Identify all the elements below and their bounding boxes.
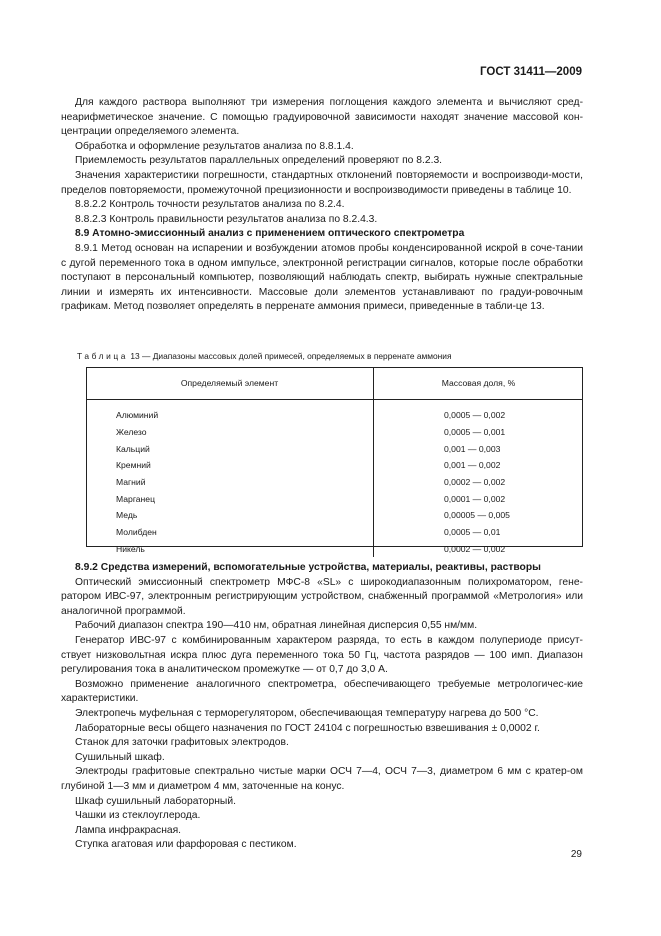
paragraph: Ступка агатовая или фарфоровая с пестиком. xyxy=(75,839,297,851)
fraction-range: 0,00005 — 0,005 xyxy=(444,510,510,521)
table-row xyxy=(86,490,583,507)
paragraph: Значения характеристики погрешности, стандартных отклонений повторяемости и воспроизводи-мости, пределов повторяемости, промежуточной прецизионности и воспроизводимости приведены в таблице 10. xyxy=(61,169,583,196)
element-name: Марганец xyxy=(86,490,374,507)
element-name: Алюминий xyxy=(86,407,374,424)
table-row xyxy=(86,541,583,558)
paragraph: Чашки из стеклоуглерода. xyxy=(75,810,201,822)
table-row xyxy=(86,424,583,441)
paragraph: Возможно применение аналогичного спектрометра, обеспечивающего требуемые метрологичес-кие характеристики. xyxy=(61,678,583,705)
table-header-row xyxy=(86,367,583,400)
paragraph: 8.8.2.2 Контроль точности результатов анализа по 8.2.4. xyxy=(75,199,345,211)
paragraph: Электроды графитовые спектрально чистые марки ОСЧ 7—4, ОСЧ 7—3, диаметром 6 мм с кратер-ом глубиной 1—3 мм и диаметром 4 мм, заточенные на конус. xyxy=(61,766,583,792)
paragraph: Лабораторные весы общего назначения по ГОСТ 24104 с погрешностью взвешивания ± 0,0002 г. xyxy=(75,722,540,734)
paragraph: Электропечь муфельная с терморегулятором, обеспечивающая температуру нагрева до 500 °С. xyxy=(75,707,539,719)
paragraph: Лампа инфракрасная. xyxy=(75,824,182,836)
element-name: Железо xyxy=(86,424,374,441)
fraction-range: 0,0001 — 0,002 xyxy=(444,493,506,504)
table-row xyxy=(86,524,583,541)
element-name: Кремний xyxy=(86,457,374,474)
element-name: Кальций xyxy=(86,440,374,457)
element-name: Молибден xyxy=(86,524,374,541)
element-name: Магний xyxy=(86,474,374,491)
intro-paragraphs xyxy=(61,96,583,315)
table-caption-label: Таблица xyxy=(77,351,129,361)
paragraph: Сушильный шкаф. xyxy=(75,751,165,763)
paragraph: Приемлемость результатов параллельных определений проверяют по 8.2.3. xyxy=(75,155,443,167)
paragraph: Рабочий диапазон спектра 190—410 нм, обратная линейная дисперсия 0,55 нм/мм. xyxy=(75,620,478,632)
paragraph: Оптический эмиссионный спектрометр МФС-8 «SL» с широкодиапазонным полихроматором, гене-ратором ИВС-97, электронным регистрирующим устройством, снабженный программой «Метрология» или аналогичной программой. xyxy=(61,576,583,617)
section-heading-8-9: 8.9 Атомно-эмиссионный анализ с применением оптического спектрометра xyxy=(75,228,465,240)
fraction-range: 0,0005 — 0,01 xyxy=(444,527,501,538)
paragraph: Станок для заточки графитовых электродов. xyxy=(75,737,289,749)
fraction-range: 0,0002 — 0,002 xyxy=(444,543,506,554)
page-number: 29 xyxy=(570,849,582,860)
section-heading-8-9-2: 8.9.2 Средства измерений, вспомогательные устройства, материалы, реактивы, растворы xyxy=(75,562,541,573)
paragraph: Обработка и оформление результатов анализа по 8.8.1.4. xyxy=(75,140,354,152)
paragraph-8-9-1: 8.9.1 Метод основан на испарении и возбуждении атомов пробы конденсированной искрой в соче-тании с дугой переменного тока в одном импульсе, электронной регистрации сигналов, которые после обработки поступают в персональный компьютер, позволяющий наблюдать спектр, выбирать нужные спектральные линии и измерять их интенсивности. Массовые доли элементов устанавливают по градуи-ровочным графикам. Метод позволяет определять в перренате аммония примеси, приведенные в табли-це 13. xyxy=(61,242,583,313)
fraction-range: 0,001 — 0,003 xyxy=(444,443,501,454)
section-8-9-2 xyxy=(61,561,583,853)
table-row xyxy=(86,474,583,491)
table-row xyxy=(86,407,583,424)
fraction-range: 0,0005 — 0,001 xyxy=(444,427,506,438)
paragraph: Генератор ИВС-97 с комбинированным характером разряда, то есть в каждом полупериоде присут-ствует низковольтная искра плюс дуга переменного тока 50 Гц, частота разрядов — 100 имп. Диапазон регулирования тока в аналитическом промежутке — от 0,7 до 3,0 А. xyxy=(61,634,583,676)
paragraph: Для каждого раствора выполняют три измерения поглощения каждого элемента и вычисляют сред-неарифметическое значение. С помощью градуировочной зависимости находят значение массовой кон-центрации определяемого элемента. xyxy=(61,97,583,138)
fraction-range: 0,0002 — 0,002 xyxy=(444,477,506,488)
paragraph: 8.8.2.3 Контроль правильности результатов анализа по 8.2.4.3. xyxy=(75,213,378,225)
table-caption-text: 13 — Диапазоны массовых долей примесей, определяемых в перренате аммония xyxy=(130,351,452,361)
impurity-table xyxy=(86,367,583,557)
table-row xyxy=(86,440,583,457)
element-name: Никель xyxy=(86,541,374,558)
column-header-fraction: Массовая доля, % xyxy=(374,367,584,400)
fraction-range: 0,001 — 0,002 xyxy=(444,460,501,471)
table-caption xyxy=(77,351,587,361)
element-name: Медь xyxy=(86,507,374,524)
table-row xyxy=(86,457,583,474)
paragraph: Шкаф сушильный лабораторный. xyxy=(75,795,236,807)
table-row xyxy=(86,507,583,524)
document-code: ГОСТ 31411—2009 xyxy=(480,66,582,78)
column-header-element: Определяемый элемент xyxy=(86,367,374,400)
fraction-range: 0,0005 — 0,002 xyxy=(444,410,506,421)
